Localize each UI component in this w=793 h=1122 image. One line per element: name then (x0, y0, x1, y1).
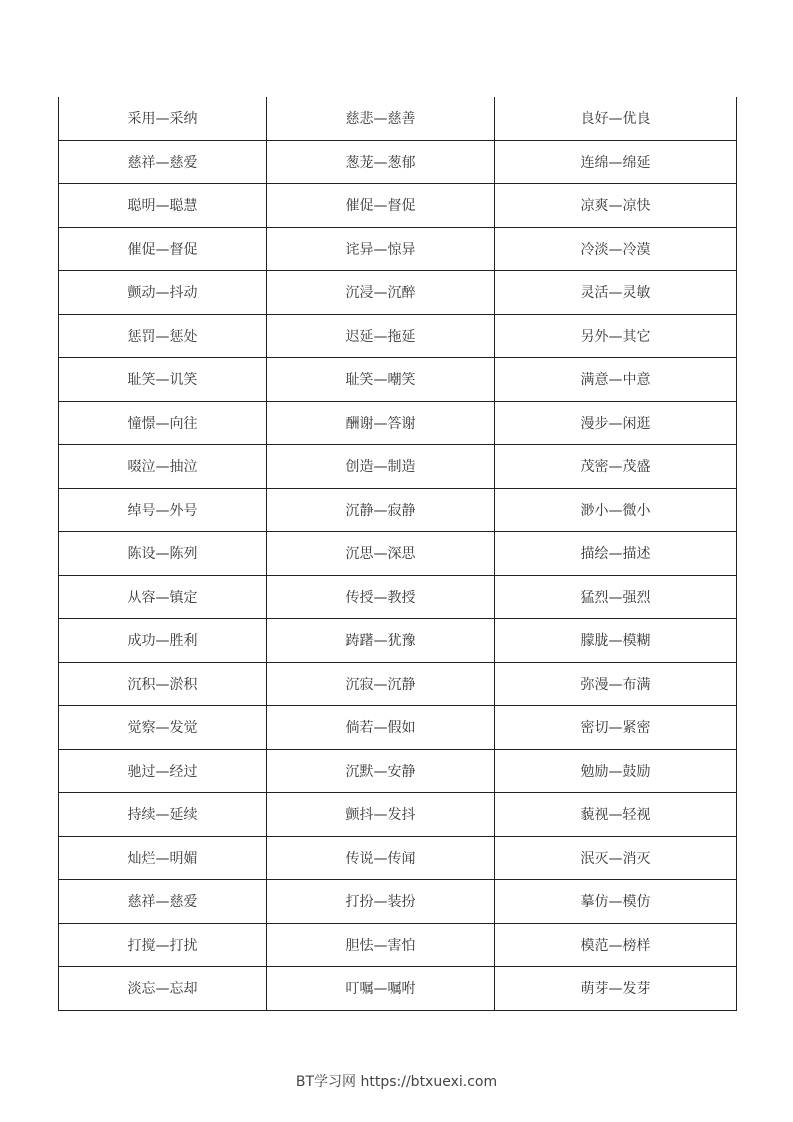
synonym-pair-cell: 猛烈—强烈 (495, 575, 737, 619)
table-row (59, 488, 737, 532)
synonym-pair-cell: 模范—榜样 (495, 923, 737, 967)
synonym-pair-cell: 勉励—鼓励 (495, 749, 737, 793)
synonym-table (58, 97, 737, 1011)
table-row (59, 880, 737, 924)
synonym-pair-cell: 描绘—描述 (495, 532, 737, 576)
synonym-pair-cell: 朦胧—模糊 (495, 619, 737, 663)
table-row (59, 662, 737, 706)
synonym-pair-cell: 耻笑—嘲笑 (267, 358, 495, 402)
synonym-pair-cell: 茂密—茂盛 (495, 445, 737, 489)
synonym-pair-cell: 渺小—微小 (495, 488, 737, 532)
table-row (59, 401, 737, 445)
synonym-pair-cell: 打扮—装扮 (267, 880, 495, 924)
synonym-pair-cell: 创造—制造 (267, 445, 495, 489)
synonym-pair-cell: 耻笑—讥笑 (59, 358, 267, 402)
synonym-pair-cell: 踌躇—犹豫 (267, 619, 495, 663)
synonym-pair-cell: 凉爽—凉快 (495, 184, 737, 228)
synonym-pair-cell: 倘若—假如 (267, 706, 495, 750)
table-row (59, 749, 737, 793)
table-row (59, 619, 737, 663)
synonym-pair-cell: 灵活—灵敏 (495, 271, 737, 315)
synonym-pair-cell: 沉浸—沉醉 (267, 271, 495, 315)
table-row (59, 314, 737, 358)
synonym-pair-cell: 沉积—淤积 (59, 662, 267, 706)
table-row (59, 97, 737, 140)
synonym-pair-cell: 采用—采纳 (59, 97, 267, 140)
synonym-pair-cell: 冷淡—冷漠 (495, 227, 737, 271)
synonym-pair-cell: 叮嘱—嘱咐 (267, 967, 495, 1011)
synonym-pair-cell: 传授—教授 (267, 575, 495, 619)
table-row (59, 923, 737, 967)
synonym-pair-cell: 惩罚—惩处 (59, 314, 267, 358)
synonym-pair-cell: 泯灭—消灭 (495, 836, 737, 880)
table-row (59, 140, 737, 184)
synonym-pair-cell: 慈悲—慈善 (267, 97, 495, 140)
synonym-pair-cell: 从容—镇定 (59, 575, 267, 619)
synonym-pair-cell: 漫步—闲逛 (495, 401, 737, 445)
table-row (59, 227, 737, 271)
synonym-pair-cell: 摹仿—模仿 (495, 880, 737, 924)
synonym-pair-cell: 另外—其它 (495, 314, 737, 358)
synonym-pair-cell: 持续—延续 (59, 793, 267, 837)
page-footer: BT学习网 https://btxuexi.com (295, 1074, 498, 1090)
synonym-pair-cell: 葱茏—葱郁 (267, 140, 495, 184)
synonym-pair-cell: 灿烂—明媚 (59, 836, 267, 880)
table-row (59, 271, 737, 315)
synonym-pair-cell: 绰号—外号 (59, 488, 267, 532)
synonym-pair-cell: 满意—中意 (495, 358, 737, 402)
synonym-pair-cell: 催促—督促 (59, 227, 267, 271)
synonym-pair-cell: 沉思—深思 (267, 532, 495, 576)
table-row (59, 793, 737, 837)
synonym-pair-cell: 驰过—经过 (59, 749, 267, 793)
synonym-pair-cell: 诧异—惊异 (267, 227, 495, 271)
synonym-pair-cell: 胆怯—害怕 (267, 923, 495, 967)
synonym-pair-cell: 藐视—轻视 (495, 793, 737, 837)
table-row (59, 358, 737, 402)
table-row (59, 445, 737, 489)
synonym-pair-cell: 沉静—寂静 (267, 488, 495, 532)
synonym-pair-cell: 慈祥—慈爱 (59, 880, 267, 924)
synonym-pair-cell: 慈祥—慈爱 (59, 140, 267, 184)
synonym-pair-cell: 颤动—抖动 (59, 271, 267, 315)
synonym-pair-cell: 连绵—绵延 (495, 140, 737, 184)
table-row (59, 184, 737, 228)
synonym-pair-cell: 陈设—陈列 (59, 532, 267, 576)
synonym-pair-cell: 沉寂—沉静 (267, 662, 495, 706)
synonym-pair-cell: 催促—督促 (267, 184, 495, 228)
synonym-pair-cell: 良好—优良 (495, 97, 737, 140)
synonym-pair-cell: 迟延—拖延 (267, 314, 495, 358)
synonym-pair-cell: 弥漫—布满 (495, 662, 737, 706)
synonym-pair-cell: 憧憬—向往 (59, 401, 267, 445)
table-row (59, 575, 737, 619)
table-row (59, 836, 737, 880)
synonym-pair-cell: 打搅—打扰 (59, 923, 267, 967)
synonym-pair-cell: 颤抖—发抖 (267, 793, 495, 837)
synonym-pair-cell: 密切—紧密 (495, 706, 737, 750)
synonym-pair-cell: 啜泣—抽泣 (59, 445, 267, 489)
synonym-pair-cell: 聪明—聪慧 (59, 184, 267, 228)
synonym-pair-cell: 淡忘—忘却 (59, 967, 267, 1011)
table-row (59, 706, 737, 750)
synonym-pair-cell: 传说—传闻 (267, 836, 495, 880)
synonym-pair-cell: 酬谢—答谢 (267, 401, 495, 445)
synonym-pair-cell: 萌芽—发芽 (495, 967, 737, 1011)
synonym-pair-cell: 成功—胜利 (59, 619, 267, 663)
table-row (59, 967, 737, 1011)
table-row (59, 532, 737, 576)
synonym-pair-cell: 沉默—安静 (267, 749, 495, 793)
synonym-pair-cell: 觉察—发觉 (59, 706, 267, 750)
